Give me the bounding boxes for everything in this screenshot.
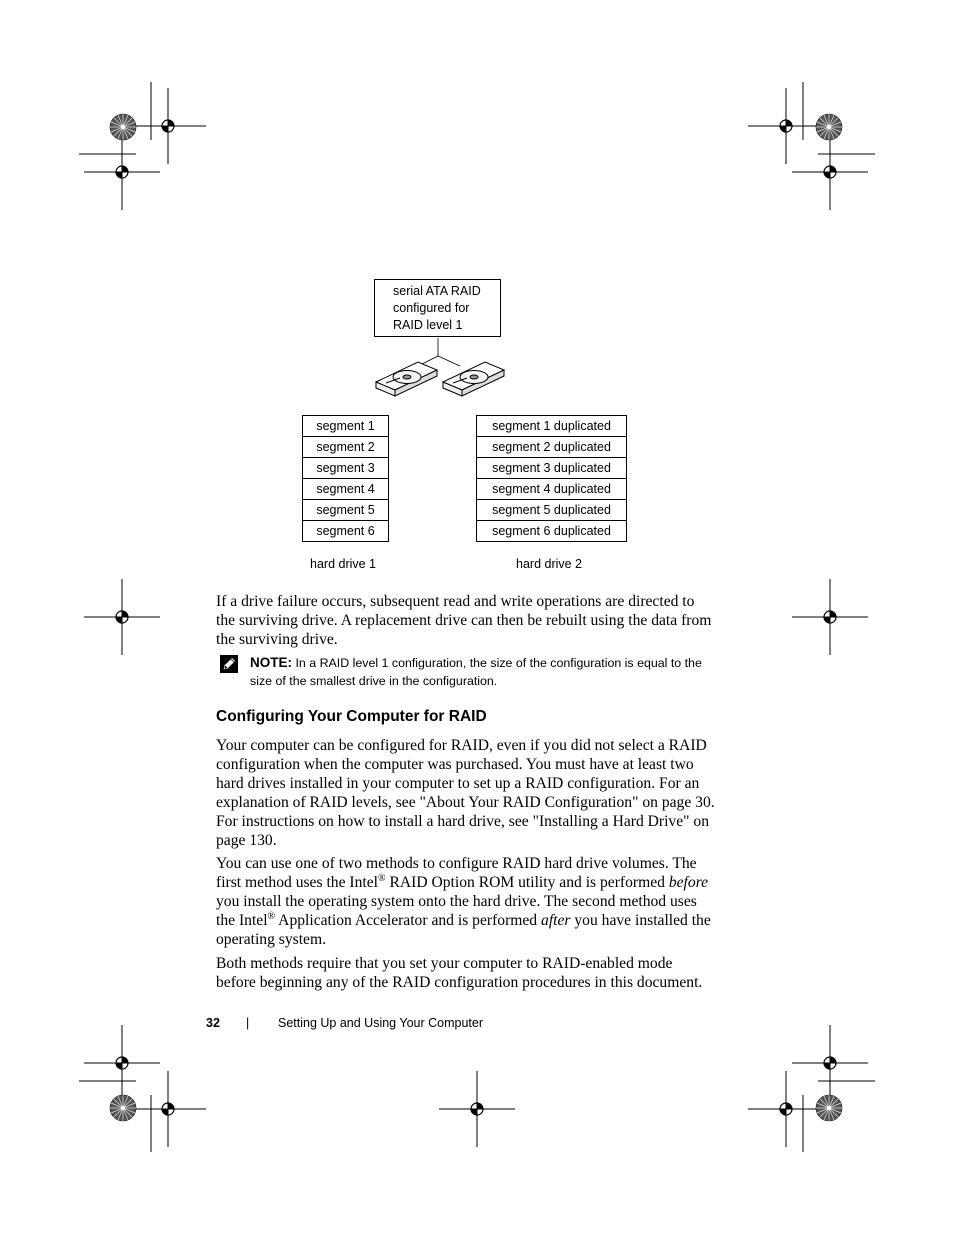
registered-mark: ®	[377, 872, 386, 884]
drive2-segment: segment 2 duplicated	[477, 437, 627, 458]
drive2-segment: segment 4 duplicated	[477, 479, 627, 500]
emphasis-before: before	[668, 874, 709, 891]
footer-section-title: Setting Up and Using Your Computer	[278, 1016, 483, 1030]
raid-controller-box	[374, 279, 501, 337]
drive2-segment: segment 6 duplicated	[477, 521, 627, 542]
hard-drive-2-icon	[443, 362, 504, 396]
drive1-segment: segment 1	[303, 416, 389, 437]
drive2-segment: segment 5 duplicated	[477, 500, 627, 521]
methods-text: you have installed the operating system.	[216, 912, 711, 948]
emphasis-after: after	[541, 912, 571, 929]
methods-text: RAID Option ROM utility and is performed	[385, 874, 669, 891]
registered-mark: ®	[267, 910, 276, 922]
raid-controller-label-line: serial ATA RAID	[393, 284, 481, 298]
paragraph-both-methods: Both methods require that you set your computer to RAID-enabled mode before beginning any of the RAID configuration procedures in this document.	[216, 955, 703, 991]
raid-controller-label-line: configured for	[393, 301, 470, 315]
drive1-segment: segment 2	[303, 437, 389, 458]
methods-text: you install the operating system onto the hard drive. The second method uses the Intel	[216, 893, 697, 929]
footer-separator: |	[246, 1016, 250, 1030]
drive1-segment: segment 5	[303, 500, 389, 521]
hard-drive-1-label: hard drive 1	[310, 557, 377, 571]
paragraph-drive-failure: If a drive failure occurs, subsequent read and write operations are directed to the surviving drive. A replacement drive can then be rebuilt using the data from the surviving drive.	[216, 593, 712, 648]
raid-controller-label-line: RAID level 1	[393, 318, 463, 332]
methods-text: Application Accelerator and is performed	[275, 912, 542, 929]
paragraph-configure-raid: Your computer can be configured for RAID, even if you did not select a RAID configuration when the computer was purchased. You must have at least two hard drives installed in your computer to set up a RAID configuration. For an explanation of RAID levels, see "About Your RAID Configuration" on page 30. For instructions on how to install a hard drive, see "Installing a Hard Drive" on page 130.	[216, 737, 715, 849]
note-text: In a RAID level 1 configuration, the size of the configuration is equal to the size of the smallest drive in the configuration.	[250, 656, 702, 688]
drive1-segment-table	[302, 415, 389, 542]
drive1-segment: segment 3	[303, 458, 389, 479]
drive2-segment: segment 3 duplicated	[477, 458, 627, 479]
hard-drive-2-label: hard drive 2	[516, 557, 583, 571]
pencil-note-icon	[219, 654, 239, 679]
section-heading: Configuring Your Computer for RAID	[216, 708, 487, 725]
drive1-segment: segment 4	[303, 479, 389, 500]
note-label: NOTE:	[250, 655, 292, 670]
drive2-segment-table	[476, 415, 627, 542]
methods-text: You can use one of two methods to configure RAID hard drive volumes. The first method uses the Intel	[216, 855, 697, 891]
drive1-segment: segment 6	[303, 521, 389, 542]
paragraph-methods	[216, 854, 716, 949]
drive2-segment: segment 1 duplicated	[477, 416, 627, 437]
page-number: 32	[206, 1016, 220, 1030]
hard-drive-1-icon	[376, 362, 437, 396]
